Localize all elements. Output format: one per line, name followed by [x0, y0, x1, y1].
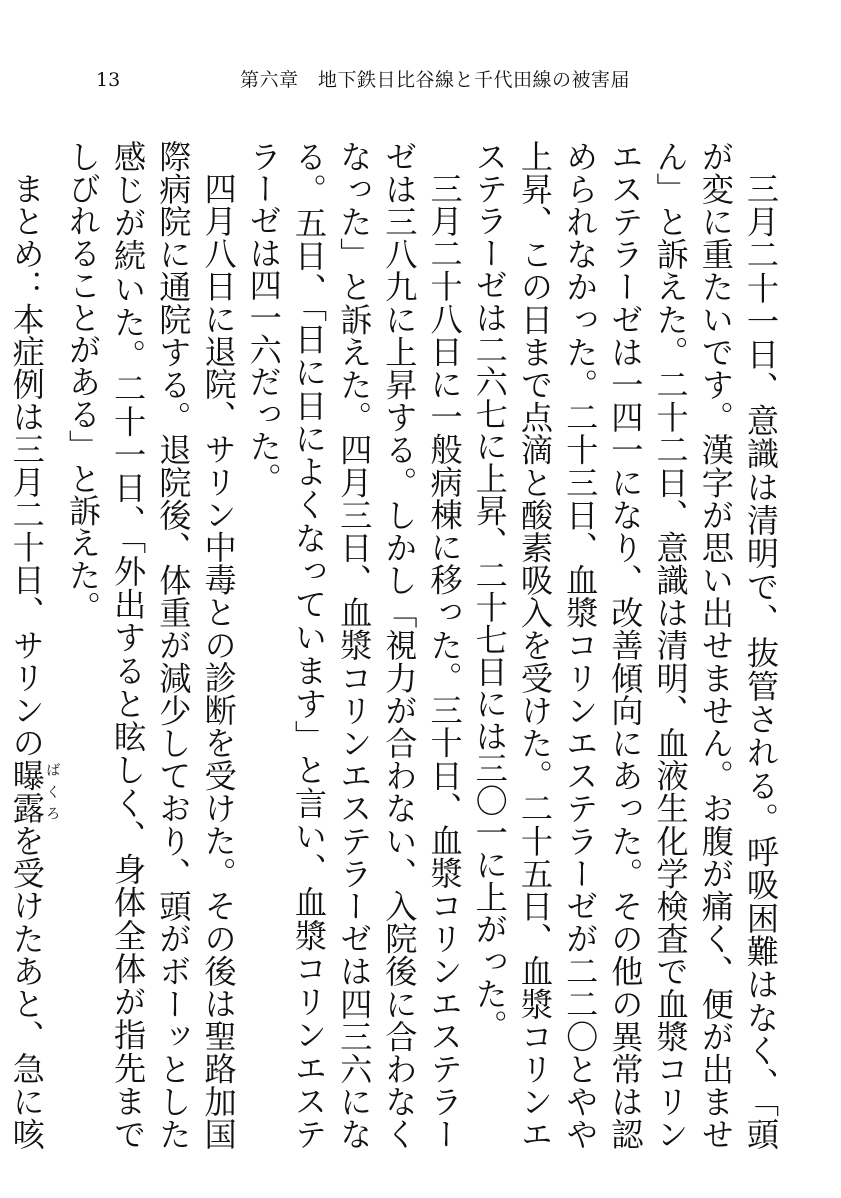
paragraph: 三月二十八日に一般病棟に移った。三十日、血漿コリンエステラーゼは三八九に上昇する。しかし「視力が合わない、入院後に合わなくなった」と訴えた。四月三日、血漿コリンエステラーゼは四三六になる。五日、「日に日によくなっています」と言い、血漿コリンエステラーゼは四一六だった。 — [244, 140, 464, 1150]
paragraph-text: を受けたあと、急に咳 — [7, 824, 46, 1151]
paragraph: 三月二十一日、意識は清明で、抜管される。呼吸困難はなく、「頭が変に重たいです。漢字が思い出せません。お腹が痛く、便が出ません」と訴えた。二十二日、意識は清明、血液生化学検査で血漿コリンエステラーゼは一四一になり、改善傾向にあった。その他の異常は認められなかった。二十三日、血漿コリンエステラーゼが二二〇とやや上昇、この日まで点滴と酸素吸入を受けた。二十五日、血漿コリンエステラーゼは二六七に上昇、二十七日には三〇一に上がった。 — [470, 140, 780, 1150]
paragraph: 四月八日に退院、サリン中毒との診断を受けた。その後は聖路加国際病院に通院する。退院後、体重が減少しており、頭がボーッとした感じが続いた。二十一日、「外出すると眩しく、身体全体が指先までしびれることがある」と訴えた。 — [63, 140, 238, 1150]
ruby-annotation — [7, 759, 60, 825]
running-header: 第六章 地下鉄日比谷線と千代田線の被害届 — [240, 69, 631, 91]
ruby-reading: ばくろ — [43, 759, 60, 824]
paragraph — [0, 140, 60, 1150]
page-number: 13 — [96, 69, 121, 91]
paragraph-text: まとめ：本症例は三月二十日、サリンの — [7, 172, 46, 760]
ruby-base: 曝露 — [7, 759, 46, 825]
vertical-body-text — [7, 140, 783, 1151]
